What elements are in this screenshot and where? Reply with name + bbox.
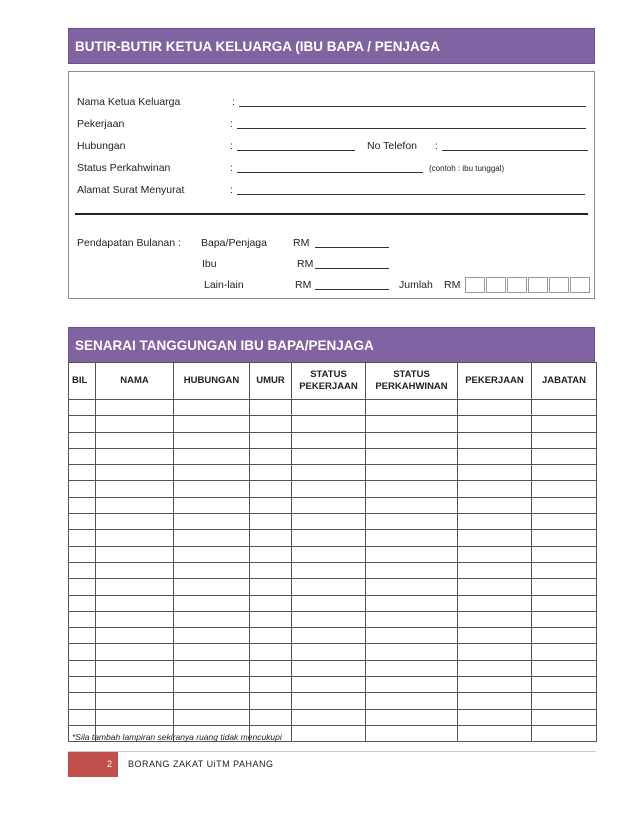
table-row	[69, 481, 597, 497]
table-cell[interactable]	[69, 611, 96, 627]
table-cell[interactable]	[366, 677, 458, 693]
table-row	[69, 546, 597, 562]
head-of-family-box: Nama Ketua Keluarga : Pekerjaan : Hubungan : No Telefon : Status Perkahwinan : (contoh : ibu tunggal) Alamat Surat Menyurat : Pendapatan Bulanan : Bapa/Penjaga RM Ibu RM Lain-lain RM Jumlah RM	[68, 71, 595, 299]
table-cell[interactable]	[532, 579, 597, 595]
table-cell[interactable]	[292, 725, 366, 741]
table-cell[interactable]	[96, 644, 174, 660]
table-row	[69, 709, 597, 725]
table-cell[interactable]	[366, 595, 458, 611]
table-cell[interactable]	[174, 595, 250, 611]
ibu-label: Ibu	[202, 258, 217, 270]
table-cell[interactable]	[174, 400, 250, 416]
table-cell[interactable]	[69, 530, 96, 546]
table-cell[interactable]	[250, 611, 292, 627]
nama-input[interactable]	[239, 96, 586, 107]
table-cell[interactable]	[174, 497, 250, 513]
table-cell[interactable]	[458, 709, 532, 725]
table-cell[interactable]	[532, 644, 597, 660]
section1-title: BUTIR-BUTIR KETUA KELUARGA (IBU BAPA / PENJAGA	[75, 39, 440, 54]
table-cell[interactable]	[458, 644, 532, 660]
table-cell[interactable]	[174, 677, 250, 693]
page-number: 2	[68, 752, 118, 777]
table-cell[interactable]	[174, 709, 250, 725]
table-cell[interactable]	[458, 497, 532, 513]
table-cell[interactable]	[366, 611, 458, 627]
table-cell[interactable]	[458, 693, 532, 709]
table-cell[interactable]	[69, 628, 96, 644]
section1-banner	[68, 28, 595, 64]
table-cell[interactable]	[292, 400, 366, 416]
table-cell[interactable]	[532, 514, 597, 530]
table-cell[interactable]	[96, 416, 174, 432]
table-cell[interactable]	[250, 530, 292, 546]
lain-label: Lain-lain	[204, 279, 244, 291]
table-cell[interactable]	[532, 562, 597, 578]
table-row	[69, 579, 597, 595]
telefon-label: No Telefon	[367, 140, 418, 152]
table-cell[interactable]	[69, 514, 96, 530]
table-row	[69, 660, 597, 676]
table-cell[interactable]	[292, 497, 366, 513]
table-cell[interactable]	[532, 481, 597, 497]
section2-title: SENARAI TANGGUNGAN IBU BAPA/PENJAGA	[75, 338, 374, 353]
table-row	[69, 400, 597, 416]
table-cell[interactable]	[174, 546, 250, 562]
telefon-input[interactable]	[442, 140, 588, 151]
table-cell[interactable]	[69, 416, 96, 432]
table-cell[interactable]	[250, 709, 292, 725]
table-cell[interactable]	[250, 644, 292, 660]
table-cell[interactable]	[532, 611, 597, 627]
table-cell[interactable]	[174, 481, 250, 497]
table-cell[interactable]	[292, 562, 366, 578]
table-cell[interactable]	[69, 595, 96, 611]
table-cell[interactable]	[458, 725, 532, 741]
bapa-label: Bapa/Penjaga	[201, 237, 267, 249]
dependents-table	[68, 362, 597, 742]
table-cell[interactable]	[250, 562, 292, 578]
col-umur: UMUR	[250, 363, 292, 400]
table-cell[interactable]	[174, 660, 250, 676]
col-hubungan: HUBUNGAN	[174, 363, 250, 400]
jumlah-box-1[interactable]	[465, 277, 485, 293]
table-cell[interactable]	[292, 514, 366, 530]
table-cell[interactable]	[532, 693, 597, 709]
table-cell[interactable]	[250, 432, 292, 448]
table-cell[interactable]	[532, 595, 597, 611]
table-cell[interactable]	[366, 497, 458, 513]
table-cell[interactable]	[96, 595, 174, 611]
table-cell[interactable]	[458, 416, 532, 432]
table-row	[69, 628, 597, 644]
table-cell[interactable]	[69, 448, 96, 464]
table-row	[69, 611, 597, 627]
table-cell[interactable]	[458, 448, 532, 464]
table-cell[interactable]	[458, 465, 532, 481]
table-cell[interactable]	[366, 628, 458, 644]
table-row	[69, 644, 597, 660]
status-input[interactable]	[237, 162, 423, 173]
table-cell[interactable]	[96, 448, 174, 464]
table-cell[interactable]	[532, 400, 597, 416]
table-cell[interactable]	[458, 530, 532, 546]
table-row	[69, 497, 597, 513]
table-cell[interactable]	[174, 628, 250, 644]
table-cell[interactable]	[292, 677, 366, 693]
table-cell[interactable]	[96, 611, 174, 627]
table-row	[69, 448, 597, 464]
table-cell[interactable]	[69, 693, 96, 709]
table-cell[interactable]	[174, 416, 250, 432]
hubungan-label: Hubungan	[77, 140, 126, 152]
table-cell[interactable]	[174, 432, 250, 448]
table-cell[interactable]	[69, 546, 96, 562]
table-row	[69, 514, 597, 530]
table-cell[interactable]	[174, 514, 250, 530]
table-cell[interactable]	[532, 546, 597, 562]
jumlah-box-3[interactable]	[507, 277, 527, 293]
table-header-row	[69, 363, 597, 400]
table-cell[interactable]	[532, 530, 597, 546]
table-cell[interactable]	[69, 481, 96, 497]
table-cell[interactable]	[250, 693, 292, 709]
table-cell[interactable]	[292, 530, 366, 546]
table-cell[interactable]	[292, 660, 366, 676]
table-cell[interactable]	[292, 416, 366, 432]
table-row	[69, 693, 597, 709]
pekerjaan-label: Pekerjaan	[77, 118, 125, 130]
table-cell[interactable]	[69, 562, 96, 578]
table-cell[interactable]	[292, 611, 366, 627]
table-cell[interactable]	[96, 562, 174, 578]
col-status-pekerjaan: STATUS PEKERJAAN	[292, 363, 366, 400]
table-cell[interactable]	[366, 432, 458, 448]
table-cell[interactable]	[532, 628, 597, 644]
table-cell[interactable]	[250, 400, 292, 416]
table-cell[interactable]	[250, 416, 292, 432]
table-cell[interactable]	[366, 725, 458, 741]
table-row	[69, 562, 597, 578]
table-cell[interactable]	[532, 497, 597, 513]
table-cell[interactable]	[292, 693, 366, 709]
table-cell[interactable]	[292, 546, 366, 562]
table-cell[interactable]	[292, 448, 366, 464]
col-nama: NAMA	[96, 363, 174, 400]
table-cell[interactable]	[174, 693, 250, 709]
status-hint: (contoh : ibu tunggal)	[429, 164, 505, 173]
table-cell[interactable]	[69, 579, 96, 595]
bapa-input[interactable]	[315, 237, 389, 248]
lain-input[interactable]	[315, 279, 389, 290]
table-cell[interactable]	[458, 611, 532, 627]
table-cell[interactable]	[96, 530, 174, 546]
table-cell[interactable]	[366, 400, 458, 416]
table-cell[interactable]	[96, 677, 174, 693]
table-note: *Sila tambah lampiran sekiranya ruang tidak mencukupi	[72, 732, 282, 742]
table-cell[interactable]	[69, 660, 96, 676]
table-cell[interactable]	[250, 579, 292, 595]
table-cell[interactable]	[250, 660, 292, 676]
footer-title: BORANG ZAKAT UiTM PAHANG	[128, 759, 274, 769]
table-row	[69, 595, 597, 611]
hubungan-input[interactable]	[237, 140, 355, 151]
table-cell[interactable]	[250, 465, 292, 481]
table-cell[interactable]	[292, 579, 366, 595]
table-cell[interactable]	[96, 660, 174, 676]
jumlah-box-6[interactable]	[570, 277, 590, 293]
table-cell[interactable]	[250, 514, 292, 530]
table-row	[69, 416, 597, 432]
table-cell[interactable]	[174, 530, 250, 546]
table-cell[interactable]	[96, 400, 174, 416]
dependents-body	[69, 400, 597, 742]
table-cell[interactable]	[532, 448, 597, 464]
table-cell[interactable]	[366, 709, 458, 725]
table-cell[interactable]	[292, 432, 366, 448]
table-cell[interactable]	[292, 644, 366, 660]
pekerjaan-input[interactable]	[237, 118, 586, 129]
table-cell[interactable]	[458, 579, 532, 595]
table-cell[interactable]	[458, 432, 532, 448]
jumlah-box-4[interactable]	[528, 277, 548, 293]
table-cell[interactable]	[366, 514, 458, 530]
table-cell[interactable]	[366, 562, 458, 578]
table-cell[interactable]	[532, 416, 597, 432]
table-cell[interactable]	[69, 497, 96, 513]
table-cell[interactable]	[69, 432, 96, 448]
table-cell[interactable]	[96, 693, 174, 709]
table-cell[interactable]	[96, 709, 174, 725]
table-cell[interactable]	[250, 628, 292, 644]
table-cell[interactable]	[532, 725, 597, 741]
table-cell[interactable]	[96, 497, 174, 513]
ibu-currency: RM	[297, 258, 314, 270]
table-cell[interactable]	[174, 611, 250, 627]
table-cell[interactable]	[250, 546, 292, 562]
table-cell[interactable]	[69, 644, 96, 660]
jumlah-box-2[interactable]	[486, 277, 506, 293]
table-cell[interactable]	[458, 481, 532, 497]
table-cell[interactable]	[69, 709, 96, 725]
table-cell[interactable]	[96, 628, 174, 644]
table-cell[interactable]	[532, 677, 597, 693]
status-label: Status Perkahwinan	[77, 162, 171, 174]
table-cell[interactable]	[366, 416, 458, 432]
table-cell[interactable]	[366, 644, 458, 660]
table-cell[interactable]	[366, 530, 458, 546]
section2-banner	[68, 327, 595, 363]
col-pekerjaan: PEKERJAAN	[458, 363, 532, 400]
table-row	[69, 677, 597, 693]
table-cell[interactable]	[250, 595, 292, 611]
table-row	[69, 530, 597, 546]
table-cell[interactable]	[532, 432, 597, 448]
table-cell[interactable]	[458, 562, 532, 578]
table-cell[interactable]	[174, 465, 250, 481]
table-cell[interactable]	[250, 497, 292, 513]
table-cell[interactable]	[292, 481, 366, 497]
col-bil: BIL	[69, 363, 96, 400]
table-cell[interactable]	[366, 465, 458, 481]
jumlah-currency: RM	[444, 279, 461, 291]
table-cell[interactable]	[96, 514, 174, 530]
table-row	[69, 432, 597, 448]
table-cell[interactable]	[366, 448, 458, 464]
table-cell[interactable]	[69, 677, 96, 693]
table-cell[interactable]	[532, 465, 597, 481]
table-cell[interactable]	[96, 481, 174, 497]
table-cell[interactable]	[458, 514, 532, 530]
table-cell[interactable]	[532, 660, 597, 676]
lain-currency: RM	[295, 279, 312, 291]
table-cell[interactable]	[292, 595, 366, 611]
table-cell[interactable]	[458, 660, 532, 676]
jumlah-box-5[interactable]	[549, 277, 569, 293]
col-status-perkahwinan: STATUS PERKAHWINAN	[366, 363, 458, 400]
table-cell[interactable]	[96, 465, 174, 481]
table-cell[interactable]	[366, 693, 458, 709]
table-cell[interactable]	[174, 644, 250, 660]
divider	[75, 213, 588, 215]
table-cell[interactable]	[174, 562, 250, 578]
table-cell[interactable]	[366, 481, 458, 497]
table-cell[interactable]	[250, 677, 292, 693]
table-cell[interactable]	[366, 546, 458, 562]
table-cell[interactable]	[292, 465, 366, 481]
table-cell[interactable]	[366, 579, 458, 595]
table-cell[interactable]	[174, 579, 250, 595]
table-row	[69, 465, 597, 481]
alamat-input[interactable]	[237, 184, 585, 195]
table-cell[interactable]	[458, 628, 532, 644]
table-cell[interactable]	[292, 709, 366, 725]
ibu-input[interactable]	[315, 258, 389, 269]
table-cell[interactable]	[69, 400, 96, 416]
nama-label: Nama Ketua Keluarga	[77, 96, 181, 108]
table-cell[interactable]	[458, 400, 532, 416]
table-cell[interactable]	[96, 546, 174, 562]
alamat-label: Alamat Surat Menyurat	[77, 184, 185, 196]
table-cell[interactable]	[96, 579, 174, 595]
table-cell[interactable]	[458, 677, 532, 693]
table-cell[interactable]	[458, 546, 532, 562]
income-label: Pendapatan Bulanan :	[77, 237, 181, 249]
col-jabatan: JABATAN	[532, 363, 597, 400]
table-cell[interactable]	[366, 660, 458, 676]
table-cell[interactable]	[250, 481, 292, 497]
bapa-currency: RM	[293, 237, 310, 249]
table-cell[interactable]	[458, 595, 532, 611]
table-cell[interactable]	[532, 709, 597, 725]
jumlah-label: Jumlah	[399, 279, 433, 291]
table-cell[interactable]	[69, 465, 96, 481]
table-cell[interactable]	[250, 448, 292, 464]
table-cell[interactable]	[174, 448, 250, 464]
table-cell[interactable]	[292, 628, 366, 644]
table-cell[interactable]	[96, 432, 174, 448]
